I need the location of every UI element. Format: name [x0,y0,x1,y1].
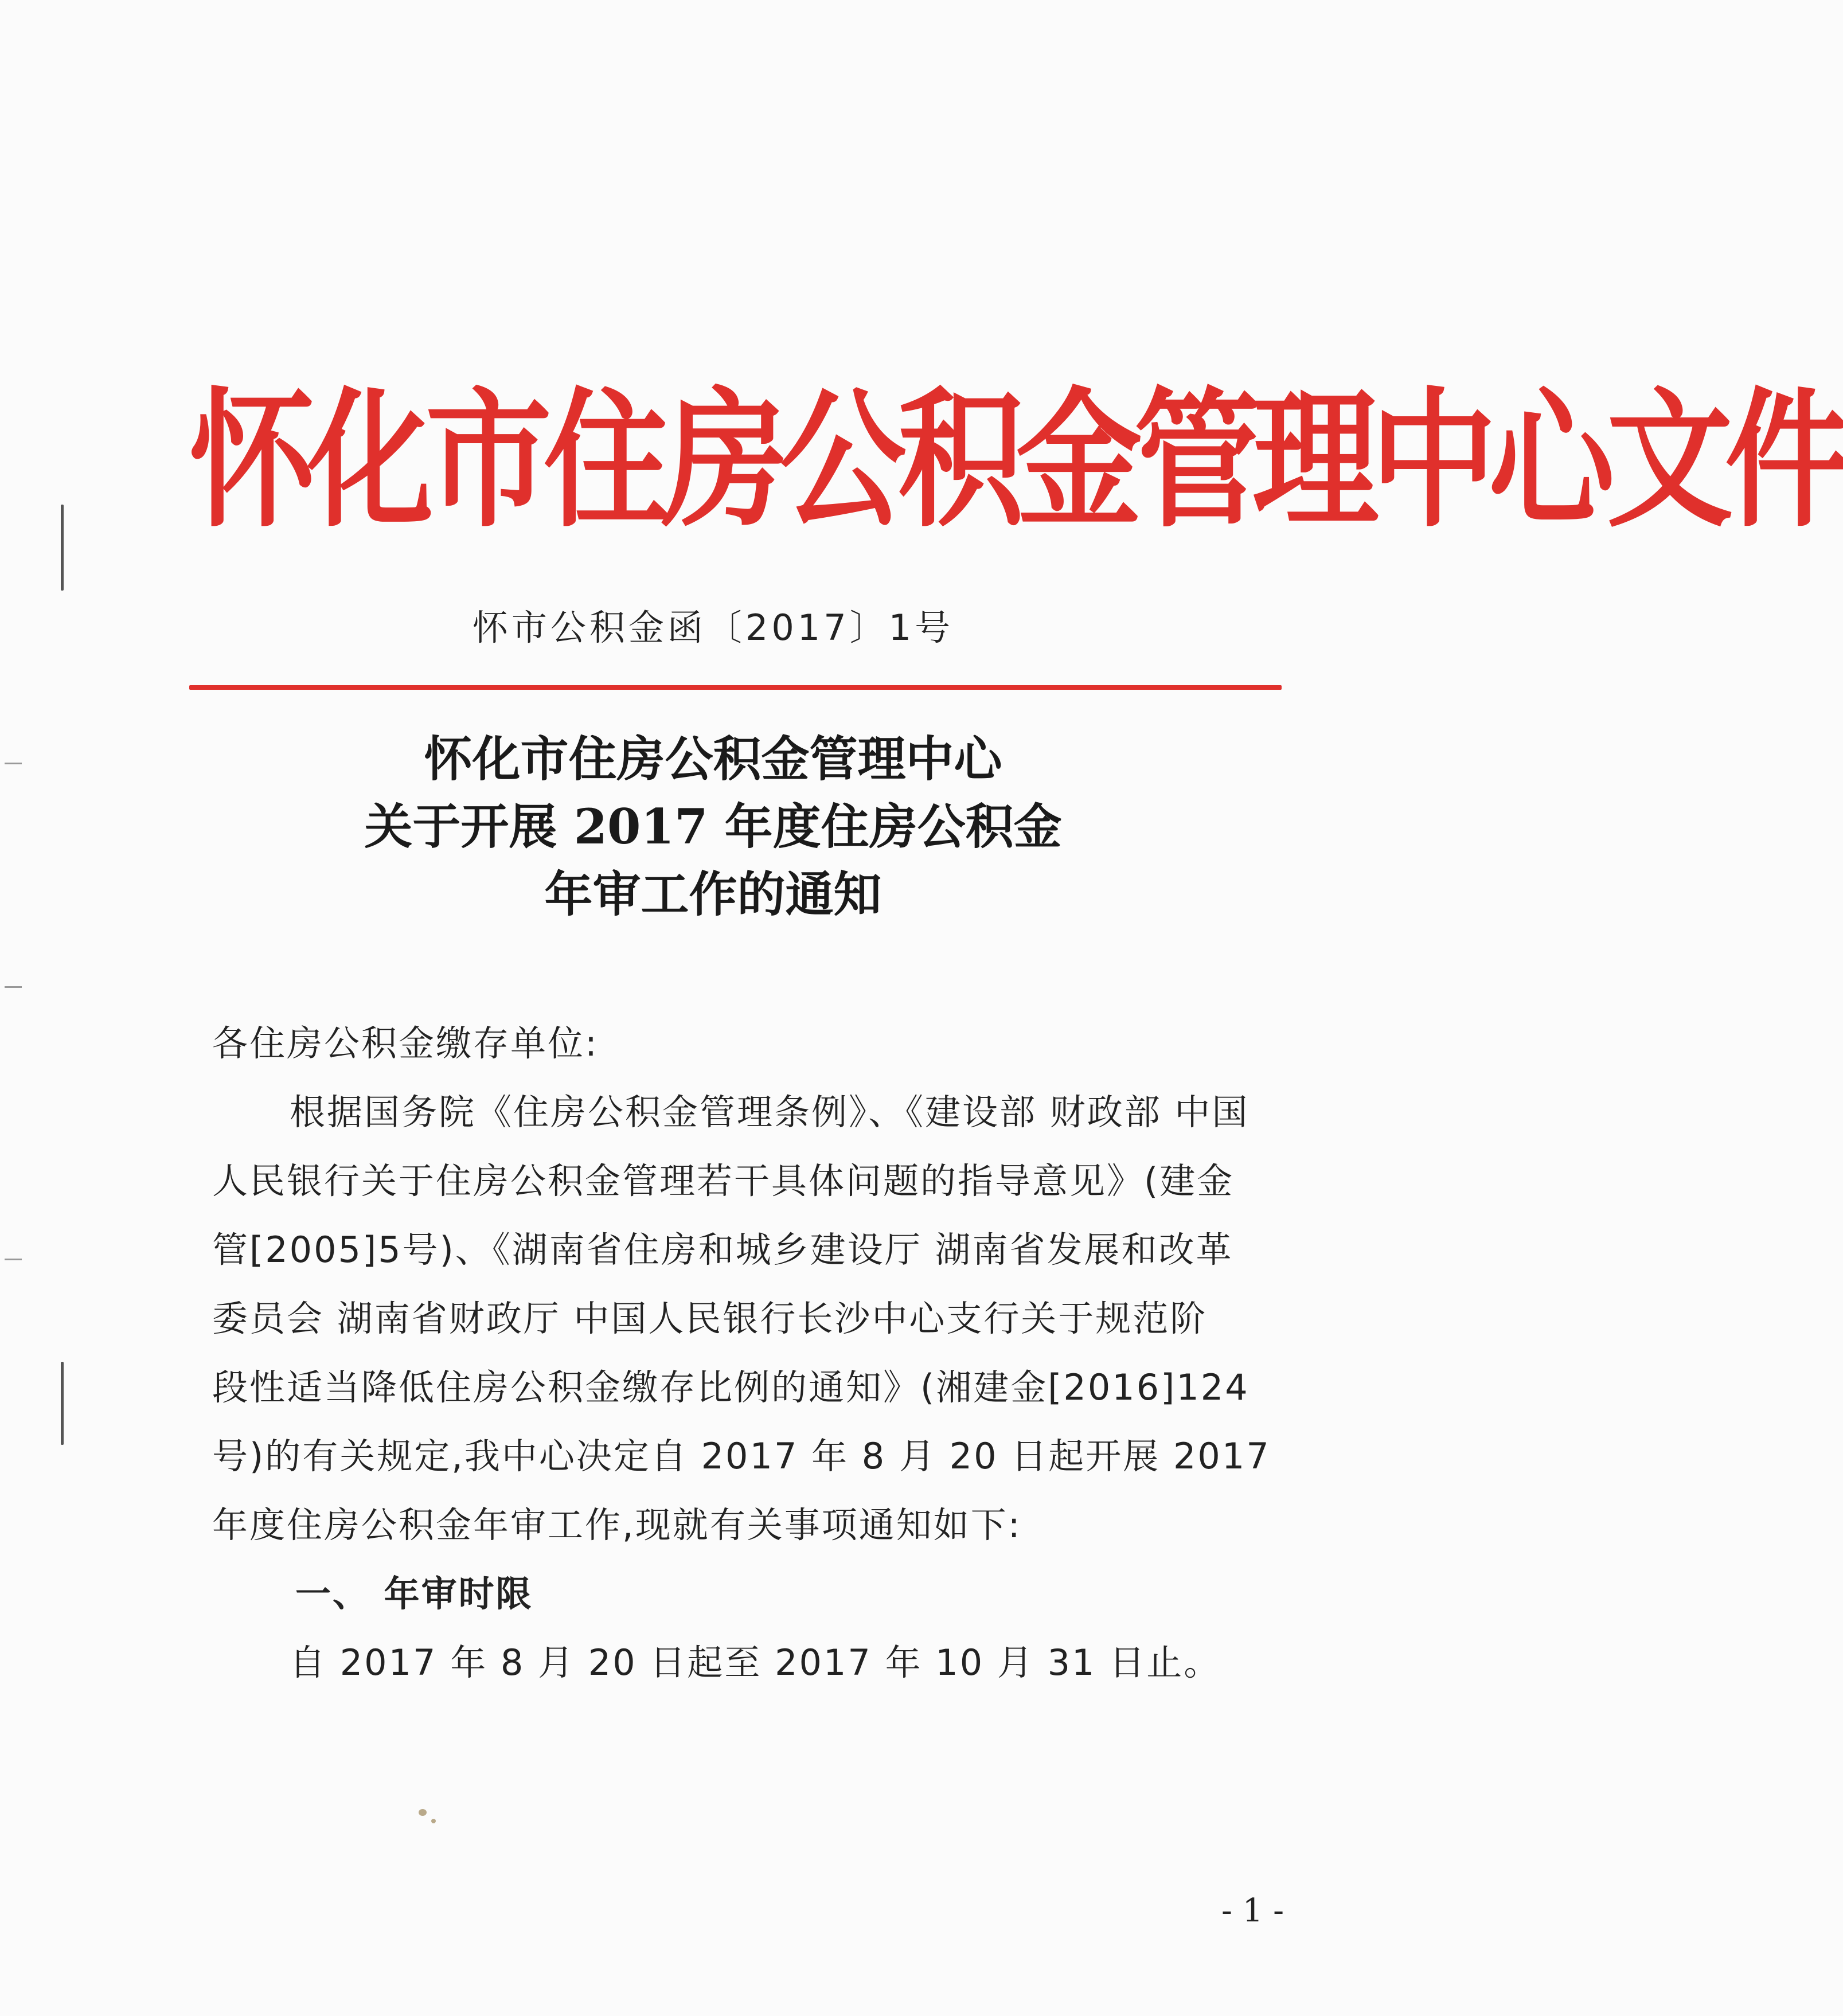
paragraph-line: 委员会 湖南省财政厅 中国人民银行长沙中心支行关于规范阶 [212,1298,1208,1339]
staple-mark [61,1362,64,1445]
edge-mark [5,1259,22,1260]
paragraph-line: 段性适当降低住房公积金缴存比例的通知》(湘建金[2016]124 [212,1366,1250,1408]
document-number: 怀市公积金函〔2017〕1号 [472,607,954,648]
title-line-1: 怀化市住房公积金管理中心 [424,730,1002,787]
paragraph-line: 年度住房公积金年审工作,现就有关事项通知如下: [212,1504,1022,1546]
title-line-2: 关于开展 2017 年度住房公积金 [364,798,1062,855]
staple-mark [61,505,64,591]
page-number: - 1 - [1221,1892,1284,1929]
issuer-header: 怀化市住房公积金管理中心文件 [189,374,1843,548]
edge-mark [5,986,22,988]
paragraph-line: 根据国务院《住房公积金管理条例》、《建设部 财政部 中国 [290,1091,1250,1133]
document-title [0,725,1426,928]
salutation: 各住房公积金缴存单位: [212,1022,599,1064]
paragraph-line: 号)的有关规定,我中心决定自 2017 年 8 月 20 日起开展 2017 [212,1435,1271,1477]
paper-speck [419,1809,427,1816]
document-body [212,1009,1273,1697]
title-line-3: 年审工作的通知 [544,866,882,923]
paper-speck [431,1819,436,1823]
paragraph-line: 管[2005]5号)、《湖南省住房和城乡建设厅 湖南省发展和改革 [212,1229,1233,1271]
red-separator-line [189,685,1282,690]
paragraph-line: 人民银行关于住房公积金管理若干具体问题的指导意见》(建金 [212,1160,1235,1202]
section-text: 自 2017 年 8 月 20 日起至 2017 年 10 月 31 日止。 [290,1642,1221,1683]
section-heading: 一、 年审时限 [295,1573,533,1615]
